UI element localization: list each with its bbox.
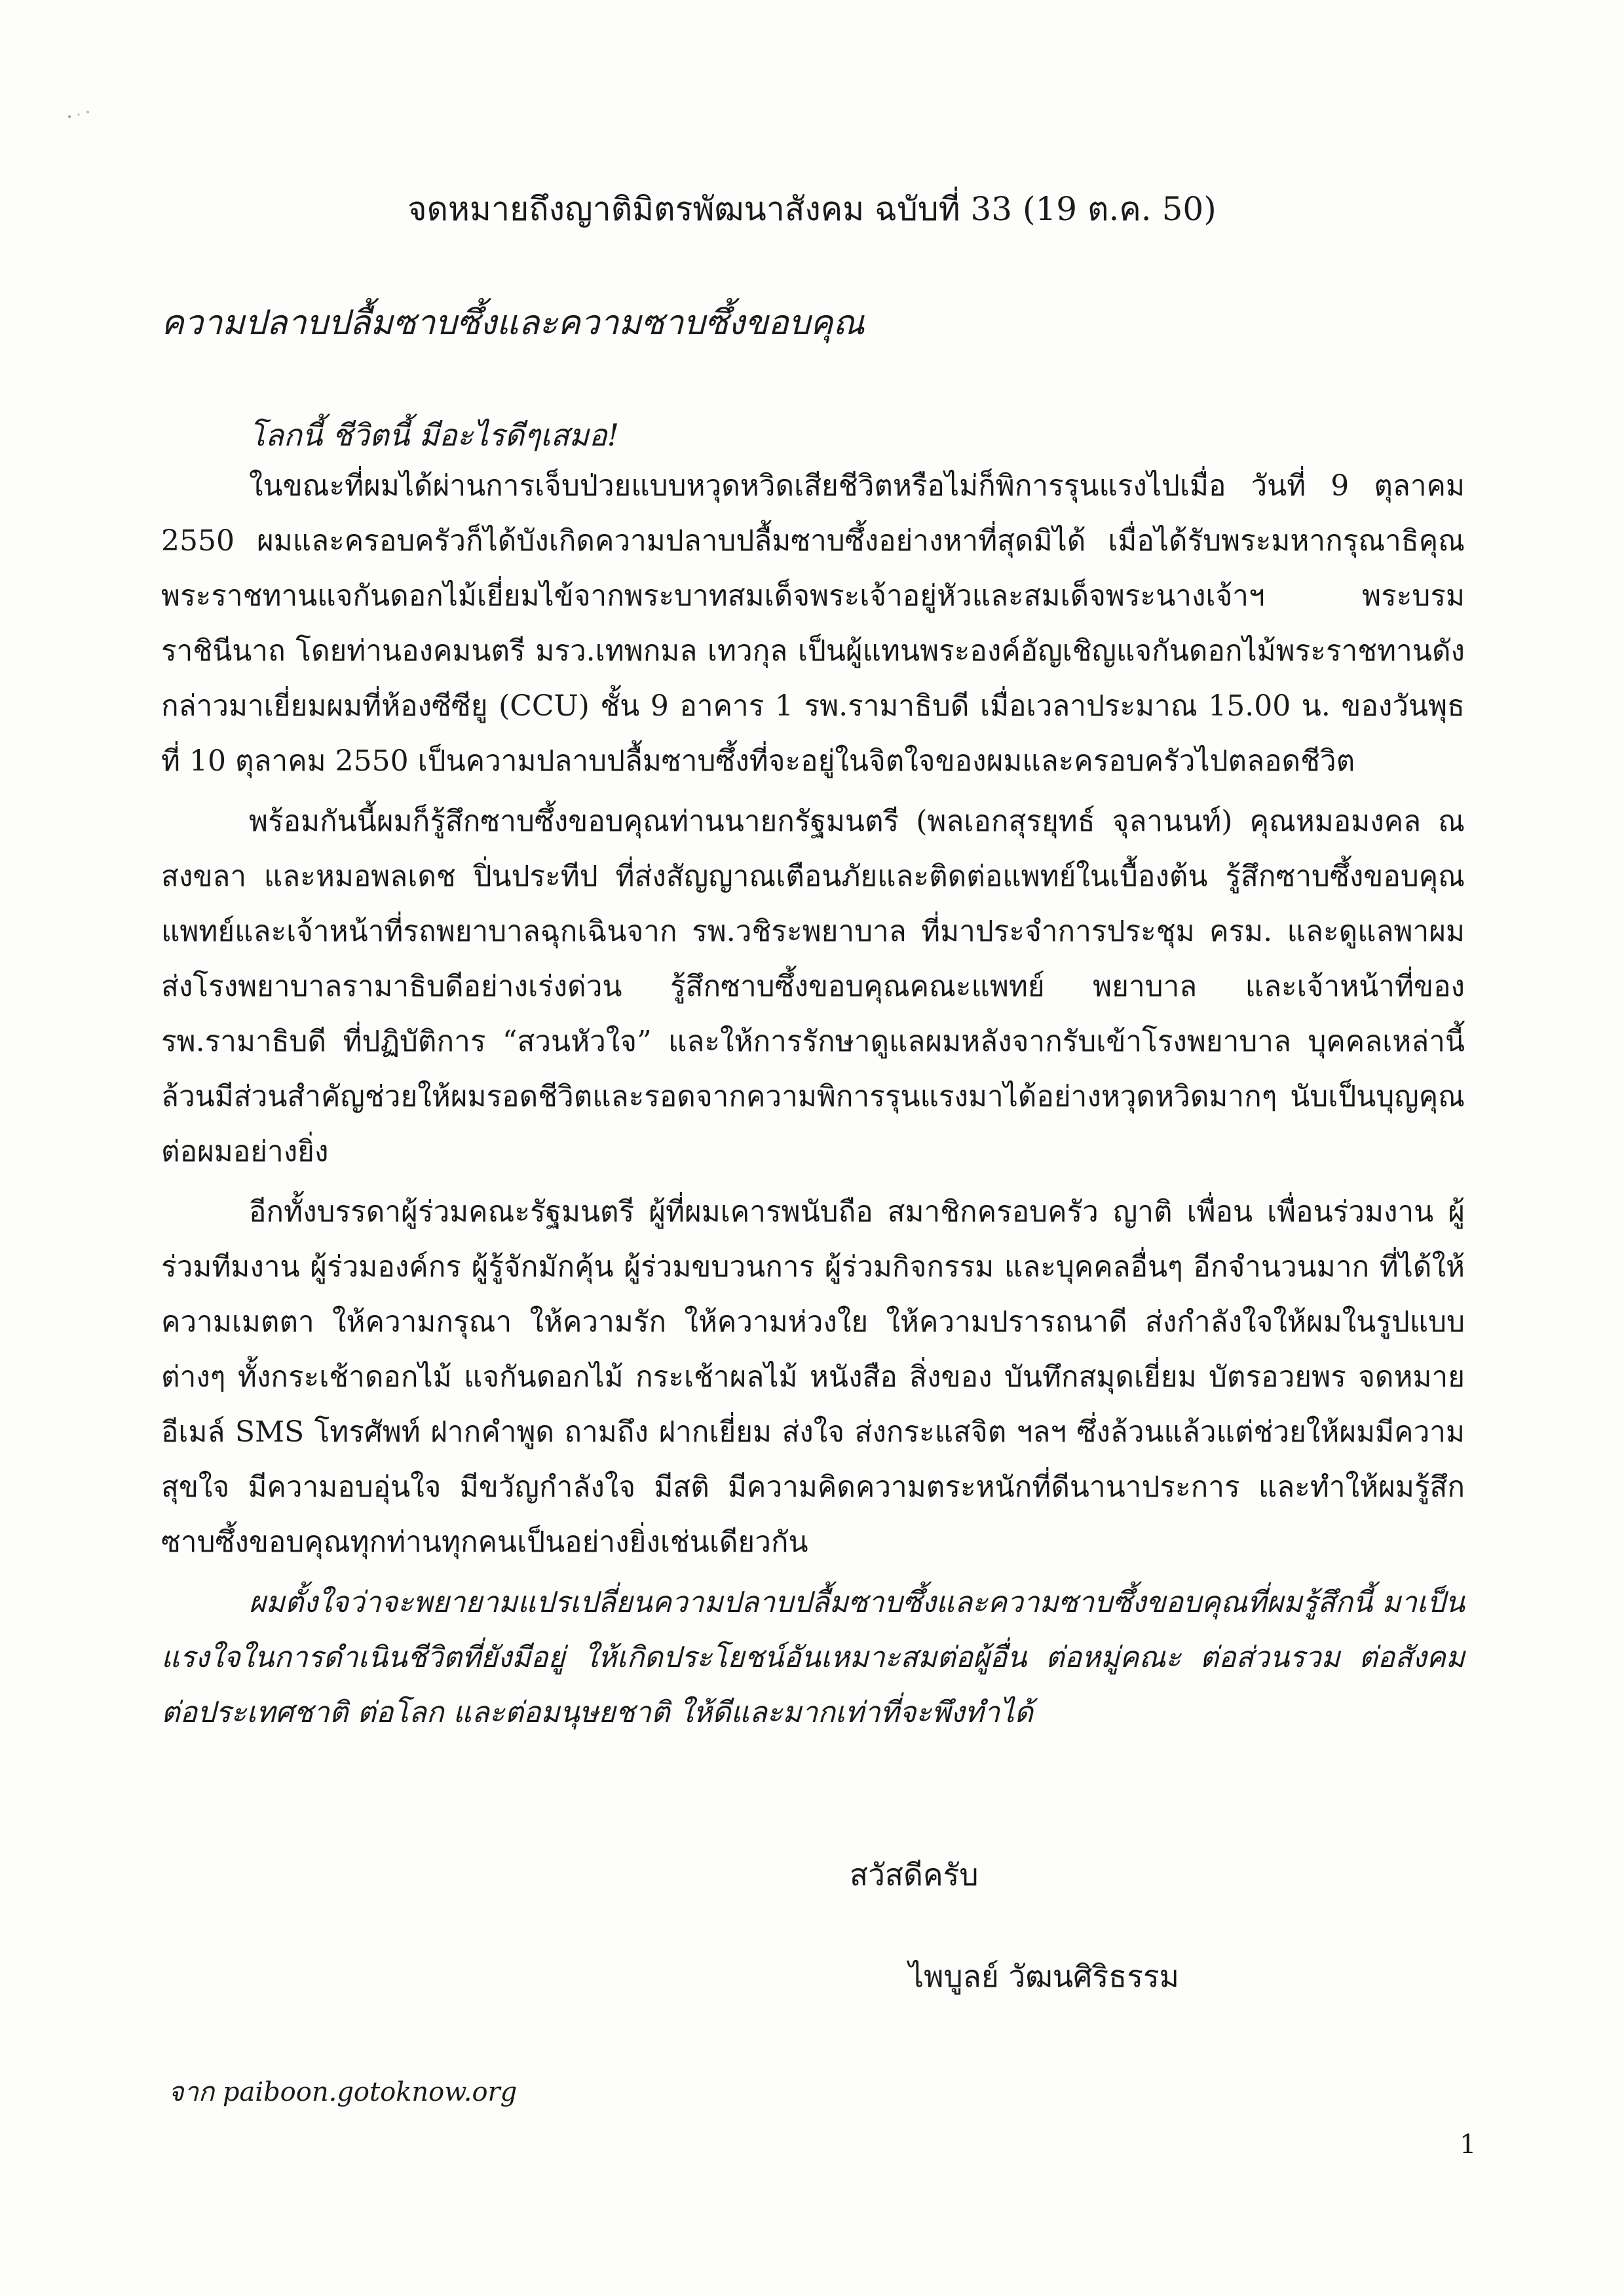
motto: โลกนี้ ชีวิตนี้ มีอะไรดีๆเสมอ! [249,417,620,453]
document-title: จดหมายถึงญาติมิตรพัฒนาสังคม ฉบับที่ 33 (19 ต.ค. 50) [407,190,1217,228]
closing: สวัสดีครับ [850,1857,979,1892]
paragraph: ในขณะที่ผมได้ผ่านการเจ็บป่วยแบบหวุดหวิดเสียชีวิตหรือไม่ก็พิการรุนแรงไปเมื่อ วันที่ 9 ตุลาคม 2550 ผมและครอบครัวก็ได้บังเกิดความปลาบปลื้มซาบซึ้งอย่างหาที่สุดมิได้ เมื่อได้รับพระมหากรุณาธิคุณพระราชทานแจกันดอกไม้เยี่ยมไข้จากพระบาทสมเด็จพระเจ้าอยู่หัวและสมเด็จพระนางเจ้าฯ พระบรมราชินีนาถ โดยท่านองคมนตรี มรว.เทพกมล เทวกุล เป็นผู้แทนพระองค์อัญเชิญแจกันดอกไม้พระราชทานดังกล่าวมาเยี่ยมผมที่ห้องซีซียู (CCU) ชั้น 9 อาคาร 1 รพ.รามาธิบดี เมื่อเวลาประมาณ 15.00 น. ของวันพุธที่ 10 ตุลาคม 2550 เป็นความปลาบปลื้มซาบซึ้งที่จะอยู่ในจิตใจของผมและครอบครัวไปตลอดชีวิต [161,469,1465,778]
letter-body [161,459,1465,1746]
scan-speck [66,110,92,119]
source-note: จาก paiboon.gotoknow.org [168,2077,518,2107]
signature-name: ไพบูลย์ วัฒนศิริธรรม [909,1959,1179,1994]
paragraph: อีกทั้งบรรดาผู้ร่วมคณะรัฐมนตรี ผู้ที่ผมเคารพนับถือ สมาชิกครอบครัว ญาติ เพื่อน เพื่อนร่วมงาน ผู้ร่วมทีมงาน ผู้ร่วมองค์กร ผู้รู้จักมักคุ้น ผู้ร่วมขบวนการ ผู้ร่วมกิจกรรม และบุคคลอื่นๆ อีกจำนวนมาก ที่ได้ให้ความเมตตา ให้ความกรุณา ให้ความรัก ให้ความห่วงใย ให้ความปรารถนาดี ส่งกำลังใจให้ผมในรูปแบบต่างๆ ทั้งกระเช้าดอกไม้ แจกันดอกไม้ กระเช้าผลไม้ หนังสือ สิ่งของ บันทึกสมุดเยี่ยม บัตรอวยพร จดหมาย อีเมล์ SMS โทรศัพท์ ฝากคำพูด ถามถึง ฝากเยี่ยม ส่งใจ ส่งกระแสจิต ฯลฯ ซึ่งล้วนแล้วแต่ช่วยให้ผมมีความสุขใจ มีความอบอุ่นใจ มีขวัญกำลังใจ มีสติ มีความคิดความตระหนักที่ดีนานาประการ และทำให้ผมรู้สึกซาบซึ้งขอบคุณทุกท่านทุกคนเป็นอย่างยิ่งเช่นเดียวกัน [161,1195,1465,1559]
paragraph: พร้อมกันนี้ผมก็รู้สึกซาบซึ้งขอบคุณท่านนายกรัฐมนตรี (พลเอกสุรยุทธ์ จุลานนท์) คุณหมอมงคล ณ สงขลา และหมอพลเดช ปิ่นประทีป ที่ส่งสัญญาณเตือนภัยและติดต่อแพทย์ในเบื้องต้น รู้สึกซาบซึ้งขอบคุณแพทย์และเจ้าหน้าที่รถพยาบาลฉุกเฉินจาก รพ.วชิระพยาบาล ที่มาประจำการประชุม ครม. และดูแลพาผมส่งโรงพยาบาลรามาธิบดีอย่างเร่งด่วน รู้สึกซาบซึ้งขอบคุณคณะแพทย์ พยาบาล และเจ้าหน้าที่ของ รพ.รามาธิบดี ที่ปฏิบัติการ “สวนหัวใจ” และให้การรักษาดูแลผมหลังจากรับเข้าโรงพยาบาล บุคคลเหล่านี้ล้วนมีส่วนสำคัญช่วยให้ผมรอดชีวิตและรอดจากความพิการรุนแรงมาได้อย่างหวุดหวิดมากๆ นับเป็นบุญคุณต่อผมอย่างยิ่ง [161,805,1465,1168]
document-subtitle: ความปลาบปลื้มซาบซึ้งและความซาบซึ้งขอบคุณ [161,303,865,343]
page-number: 1 [1460,2130,1477,2160]
paragraph: ผมตั้งใจว่าจะพยายามแปรเปลี่ยนความปลาบปลื้มซาบซึ้งและความซาบซึ้งขอบคุณที่ผมรู้สึกนี้ มาเป็นแรงใจในการดำเนินชีวิตที่ยังมีอยู่ ให้เกิดประโยชน์อันเหมาะสมต่อผู้อื่น ต่อหมู่คณะ ต่อส่วนรวม ต่อสังคม ต่อประเทศชาติ ต่อโลก และต่อมนุษยชาติ ให้ดีและมากเท่าที่จะพึงทำได้ [161,1586,1465,1729]
